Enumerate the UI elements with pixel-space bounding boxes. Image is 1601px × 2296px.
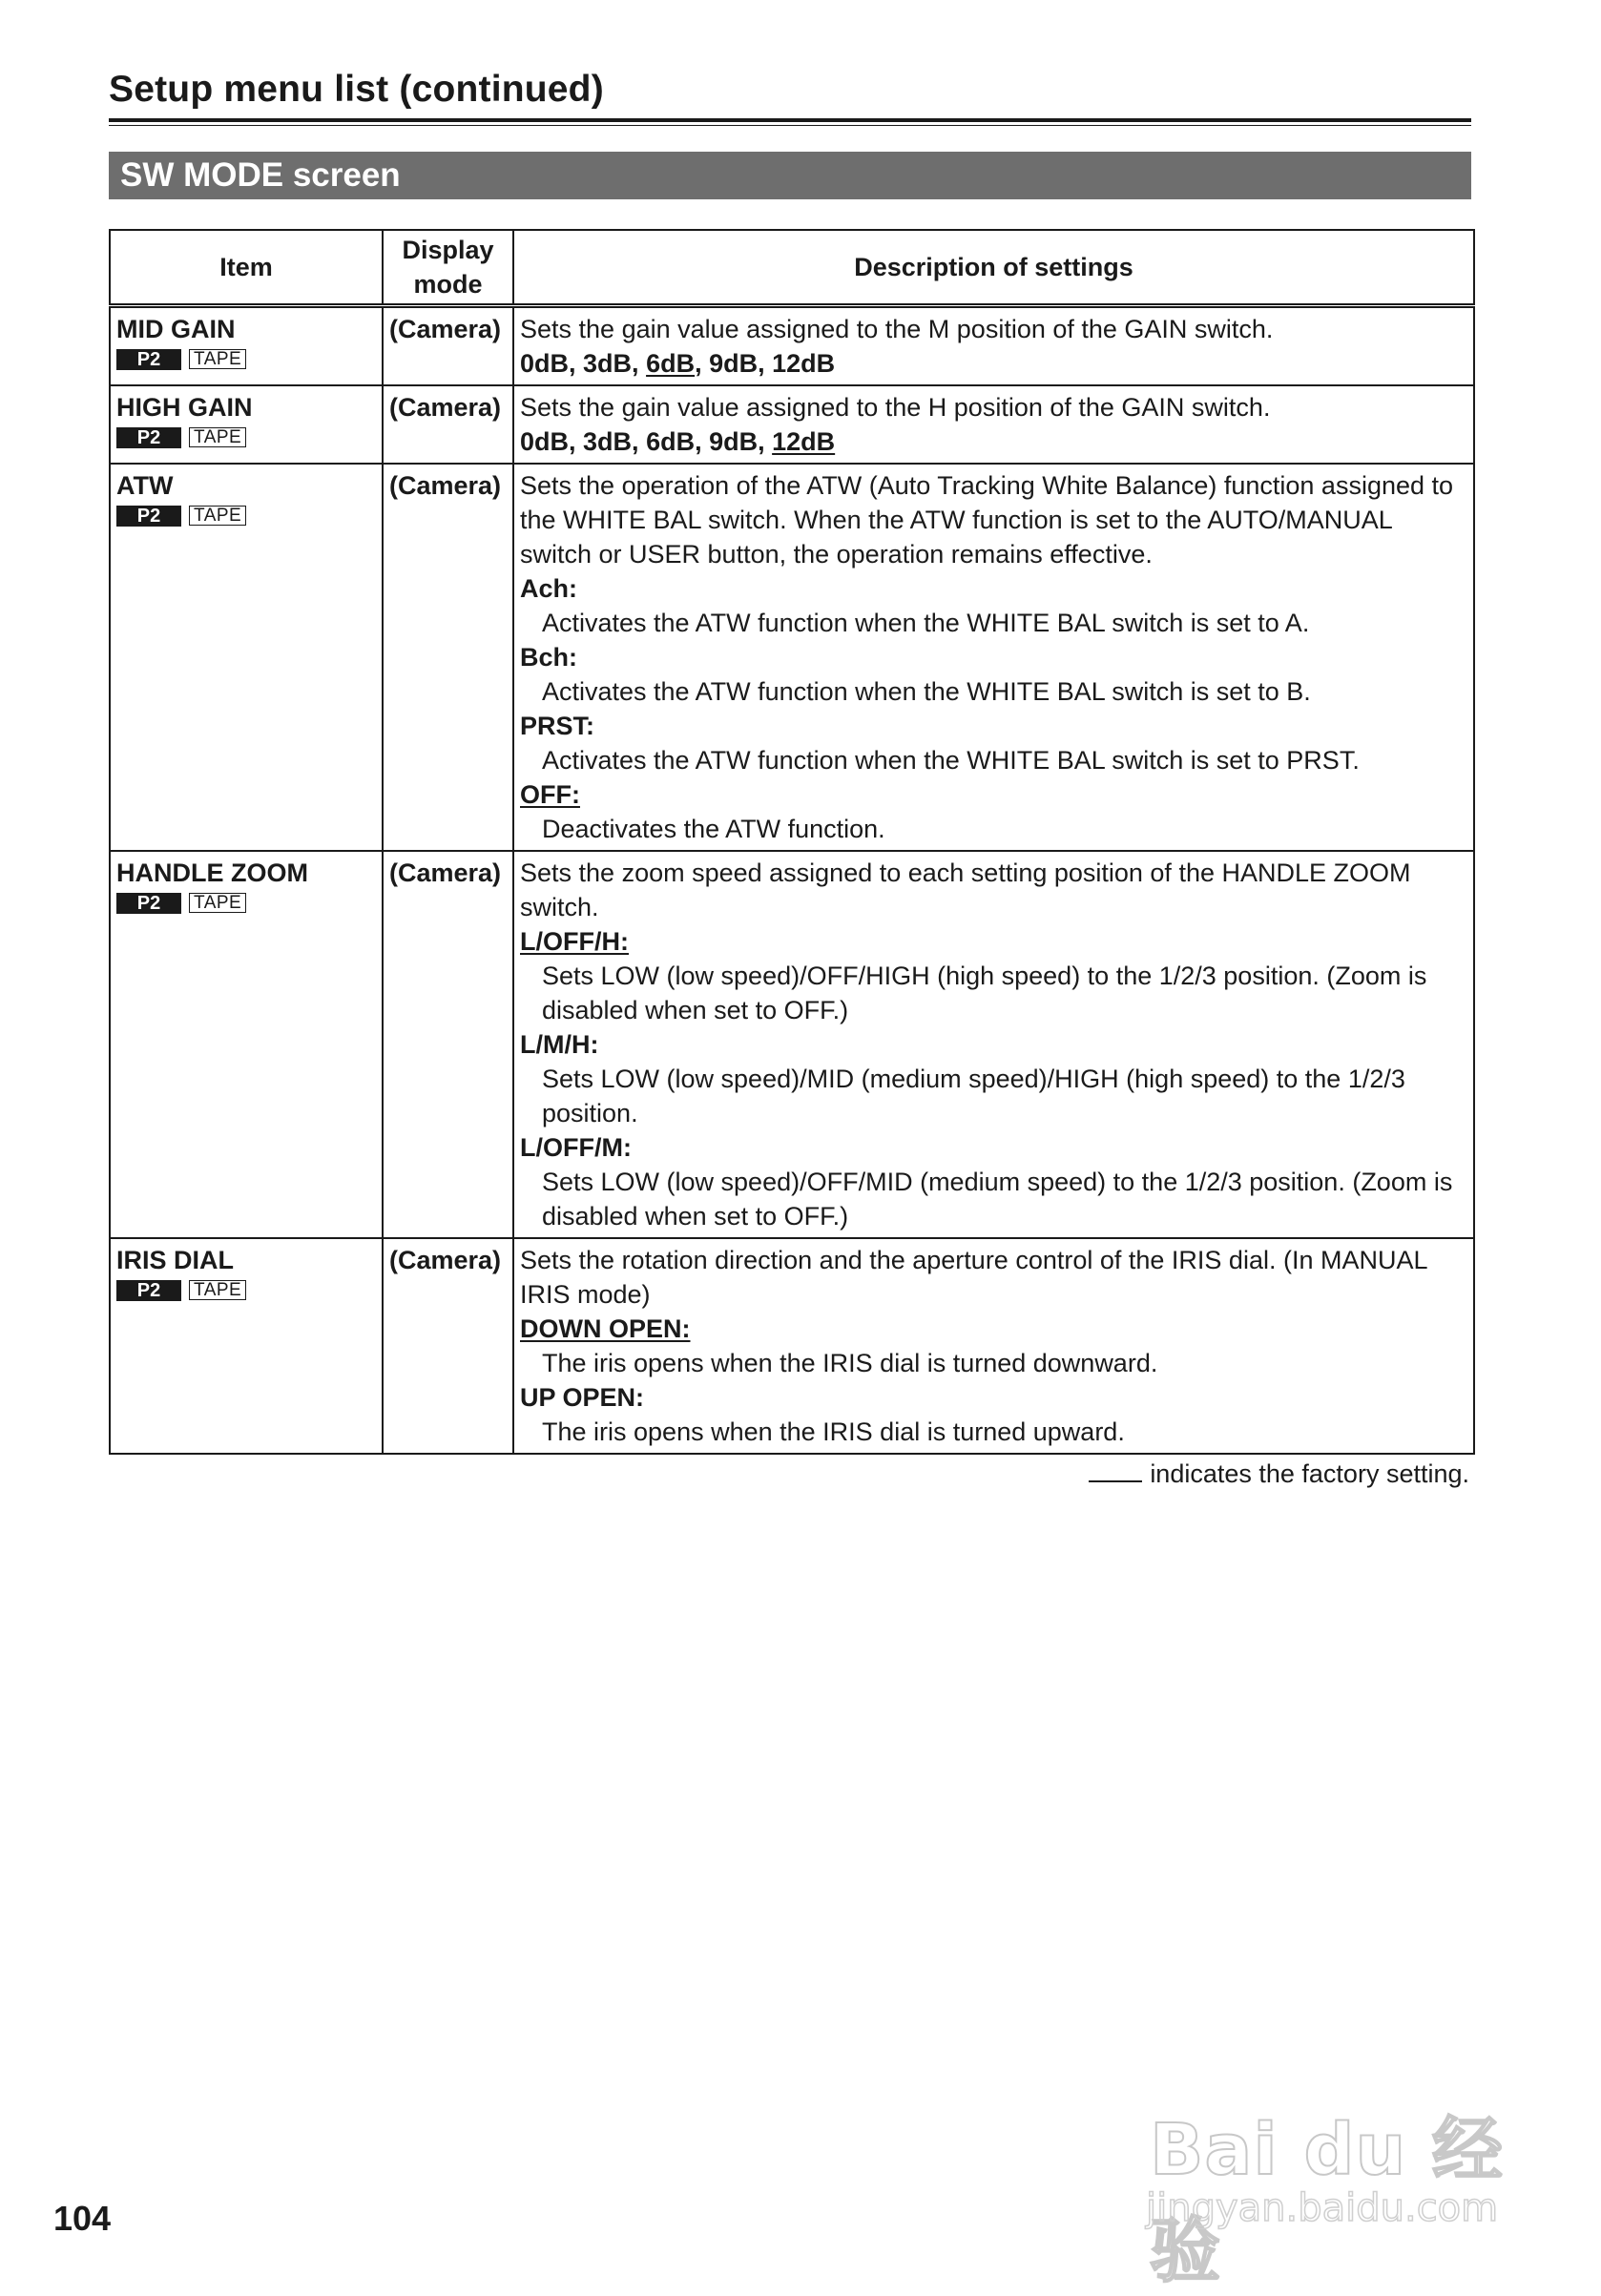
item-name: HANDLE ZOOM bbox=[116, 858, 308, 887]
desc-text: Sets the gain value assigned to the H position of the GAIN switch. bbox=[520, 393, 1271, 422]
p2-badge: P2 bbox=[116, 349, 181, 370]
mode-cell: (Camera) bbox=[383, 306, 513, 386]
watermark-url: jingyan.baidu.com bbox=[1146, 2186, 1499, 2230]
tape-badge: TAPE bbox=[189, 427, 246, 447]
setting-name: L/M/H: bbox=[520, 1030, 599, 1059]
setting-name: L/OFF/M: bbox=[520, 1133, 632, 1162]
setup-menu-table bbox=[109, 229, 1475, 1455]
item-cell bbox=[110, 1238, 383, 1454]
table-row bbox=[110, 851, 1474, 1238]
p2-badge: P2 bbox=[116, 1280, 181, 1301]
setting-name-default: OFF: bbox=[520, 780, 580, 809]
desc-cell bbox=[513, 306, 1474, 386]
table-row bbox=[110, 1238, 1474, 1454]
watermark-logo-text: Bai du 经验 bbox=[1150, 2109, 1504, 2292]
page-title: Setup menu list (continued) bbox=[109, 69, 604, 110]
mode-cell: (Camera) bbox=[383, 385, 513, 464]
mode-cell: (Camera) bbox=[383, 464, 513, 851]
setting-name-default: DOWN OPEN: bbox=[520, 1314, 691, 1343]
option-values: 0dB, 3dB, 6dB, 9dB, 12dB bbox=[520, 349, 836, 378]
title-rule-thin bbox=[109, 125, 1471, 126]
option-value: 3dB bbox=[583, 427, 633, 456]
option-value: 6dB bbox=[646, 427, 696, 456]
tape-badge: TAPE bbox=[189, 506, 246, 526]
option-value: 12dB bbox=[772, 349, 836, 378]
desc-text: Sets the zoom speed assigned to each setting position of the HANDLE ZOOM switch. bbox=[520, 858, 1411, 921]
item-name: HIGH GAIN bbox=[116, 393, 253, 422]
setting-name-default: L/OFF/H: bbox=[520, 927, 629, 956]
media-badges bbox=[116, 425, 376, 452]
desc-text: Sets the operation of the ATW (Auto Tracking White Balance) function assigned to the WHITE BAL switch. When the ATW function is set to the AUTO/MANUAL switch or USER button, the operation remains effective. bbox=[520, 471, 1454, 569]
tape-badge: TAPE bbox=[189, 349, 246, 369]
table-row bbox=[110, 464, 1474, 851]
media-badges bbox=[116, 504, 376, 530]
desc-text: Sets the gain value assigned to the M position of the GAIN switch. bbox=[520, 315, 1274, 343]
item-name: MID GAIN bbox=[116, 315, 236, 343]
setting-text: Activates the ATW function when the WHITE BAL switch is set to PRST. bbox=[542, 746, 1360, 775]
setting-name: Ach: bbox=[520, 574, 577, 603]
setting-name: Bch: bbox=[520, 643, 577, 672]
desc-text: Sets the rotation direction and the aperture control of the IRIS dial. (In MANUAL IRIS mode) bbox=[520, 1246, 1427, 1309]
p2-badge: P2 bbox=[116, 893, 181, 914]
page-number: 104 bbox=[53, 2199, 112, 2238]
table-row bbox=[110, 306, 1474, 386]
setting-name: PRST: bbox=[520, 712, 595, 740]
setting-text: Activates the ATW function when the WHITE BAL switch is set to B. bbox=[542, 677, 1311, 706]
footnote-text: indicates the factory setting. bbox=[1150, 1459, 1469, 1488]
table-row bbox=[110, 385, 1474, 464]
desc-cell bbox=[513, 385, 1474, 464]
option-value-default: 12dB bbox=[772, 427, 836, 456]
item-cell bbox=[110, 851, 383, 1238]
item-cell bbox=[110, 385, 383, 464]
media-badges bbox=[116, 347, 376, 374]
desc-cell bbox=[513, 851, 1474, 1238]
option-values: 0dB, 3dB, 6dB, 9dB, 12dB bbox=[520, 427, 836, 456]
setting-text: Sets LOW (low speed)/OFF/HIGH (high speed) to the 1/2/3 position. (Zoom is disabled when set to OFF.) bbox=[542, 962, 1427, 1024]
option-value-default: 6dB bbox=[646, 349, 696, 378]
item-cell bbox=[110, 464, 383, 851]
section-heading: SW MODE screen bbox=[109, 152, 1471, 199]
header-mode-line1: Display bbox=[402, 236, 494, 264]
table-header-row bbox=[110, 230, 1474, 306]
option-value: 0dB bbox=[520, 427, 570, 456]
setting-text: Activates the ATW function when the WHITE BAL switch is set to A. bbox=[542, 609, 1310, 637]
option-value: 0dB bbox=[520, 349, 570, 378]
p2-badge: P2 bbox=[116, 506, 181, 527]
header-mode-line2: mode bbox=[413, 270, 483, 299]
option-value: 3dB bbox=[583, 349, 633, 378]
header-item: Item bbox=[110, 230, 383, 306]
option-value: 9dB bbox=[709, 427, 759, 456]
item-name: ATW bbox=[116, 471, 174, 500]
factory-setting-footnote bbox=[1089, 1459, 1469, 1489]
media-badges bbox=[116, 1278, 376, 1305]
setting-text: Sets LOW (low speed)/OFF/MID (medium speed) to the 1/2/3 position. (Zoom is disabled when set to OFF.) bbox=[542, 1168, 1453, 1231]
item-cell bbox=[110, 306, 383, 386]
underline-sample bbox=[1089, 1479, 1142, 1482]
tape-badge: TAPE bbox=[189, 893, 246, 913]
header-display-mode bbox=[383, 230, 513, 306]
option-value: 9dB bbox=[709, 349, 759, 378]
desc-cell bbox=[513, 464, 1474, 851]
baidu-watermark bbox=[1140, 2041, 1522, 2292]
mode-cell: (Camera) bbox=[383, 1238, 513, 1454]
tape-badge: TAPE bbox=[189, 1280, 246, 1300]
setting-text: The iris opens when the IRIS dial is turned upward. bbox=[542, 1417, 1125, 1446]
setting-text: Sets LOW (low speed)/MID (medium speed)/HIGH (high speed) to the 1/2/3 position. bbox=[542, 1065, 1405, 1127]
title-rule bbox=[109, 118, 1471, 122]
setting-name: UP OPEN: bbox=[520, 1383, 645, 1412]
item-name: IRIS DIAL bbox=[116, 1246, 235, 1274]
setting-text: Deactivates the ATW function. bbox=[542, 815, 885, 843]
p2-badge: P2 bbox=[116, 427, 181, 448]
desc-cell bbox=[513, 1238, 1474, 1454]
media-badges bbox=[116, 891, 376, 918]
header-description: Description of settings bbox=[513, 230, 1474, 306]
setting-text: The iris opens when the IRIS dial is turned downward. bbox=[542, 1349, 1158, 1377]
mode-cell: (Camera) bbox=[383, 851, 513, 1238]
